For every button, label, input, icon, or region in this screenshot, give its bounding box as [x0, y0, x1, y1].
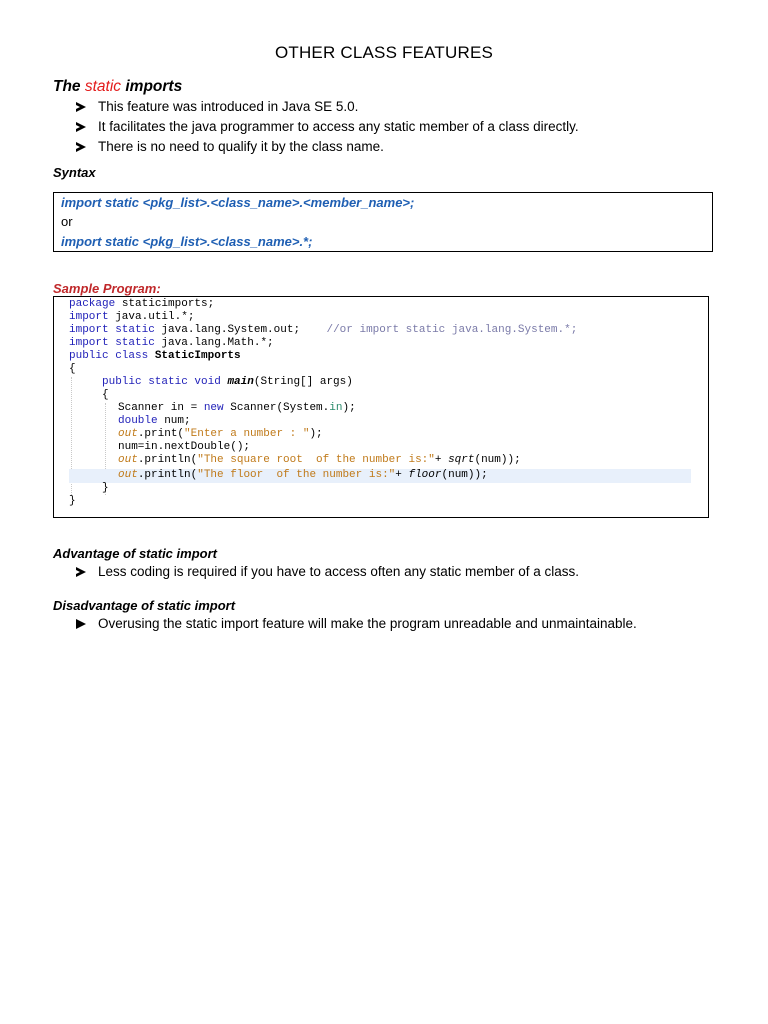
code-line: out.print("Enter a number : ");: [118, 428, 323, 440]
arrow-bullet-icon: [76, 102, 86, 112]
arrow-bullet-icon: [76, 142, 86, 152]
code-line: import java.util.*;: [69, 311, 195, 323]
sample-program-heading: Sample Program:: [53, 281, 161, 296]
code-block: [53, 296, 709, 518]
code-line: import static java.lang.Math.*;: [69, 337, 274, 349]
bullet-text: There is no need to qualify it by the class name.: [98, 139, 384, 154]
code-line: out.println("The square root of the number is:"+ sqrt(num));: [118, 454, 521, 466]
list-item: [76, 137, 716, 157]
code-line: {: [69, 363, 76, 375]
list-item: [76, 97, 716, 117]
arrow-bullet-icon: [76, 122, 86, 132]
code-line: }: [69, 495, 76, 507]
code-line: double num;: [118, 415, 191, 427]
syntax-or: or: [61, 214, 73, 229]
code-line: num=in.nextDouble();: [118, 441, 251, 453]
disadvantage-text: Overusing the static import feature will make the program unreadable and unmaintainable.: [98, 616, 637, 631]
code-line: Scanner in = new Scanner(System.in);: [118, 402, 356, 414]
code-line: public static void main(String[] args): [102, 376, 353, 388]
section-heading-prefix: The: [53, 78, 85, 95]
page-title: OTHER CLASS FEATURES: [274, 43, 494, 62]
list-item: [76, 117, 716, 137]
syntax-line-1: import static <pkg_list>.<class_name>.<member_name>;: [61, 195, 415, 210]
feature-bullet-list: [76, 97, 716, 157]
arrow-bullet-icon: [76, 567, 86, 577]
arrow-bullet-icon: [76, 619, 86, 629]
bullet-text: It facilitates the java programmer to access any static member of a class directly.: [98, 119, 579, 134]
section-heading-keyword: static: [84, 78, 122, 95]
advantage-bullet-list: [76, 562, 716, 582]
code-line: import static java.lang.System.out; //or import static java.lang.System.*;: [69, 324, 578, 336]
syntax-line-2: import static <pkg_list>.<class_name>.*;: [61, 234, 313, 249]
code-line: public class StaticImports: [69, 350, 241, 362]
code-line: package staticimports;: [69, 298, 215, 310]
bullet-text: Less coding is required if you have to access often any static member of a class.: [98, 564, 579, 579]
code-line: }: [102, 482, 109, 494]
disadvantage-heading: Disadvantage of static import: [53, 598, 236, 613]
list-item: [76, 562, 716, 582]
section-heading: [53, 78, 182, 96]
syntax-box: [53, 192, 713, 252]
code-line: out.println("The floor of the number is:"+ floor(num));: [118, 469, 488, 481]
syntax-heading: Syntax: [53, 165, 96, 180]
section-heading-suffix: imports: [121, 78, 183, 95]
advantage-heading: Advantage of static import: [53, 546, 217, 561]
code-line: {: [102, 389, 109, 401]
bullet-text: This feature was introduced in Java SE 5.0.: [98, 99, 359, 114]
